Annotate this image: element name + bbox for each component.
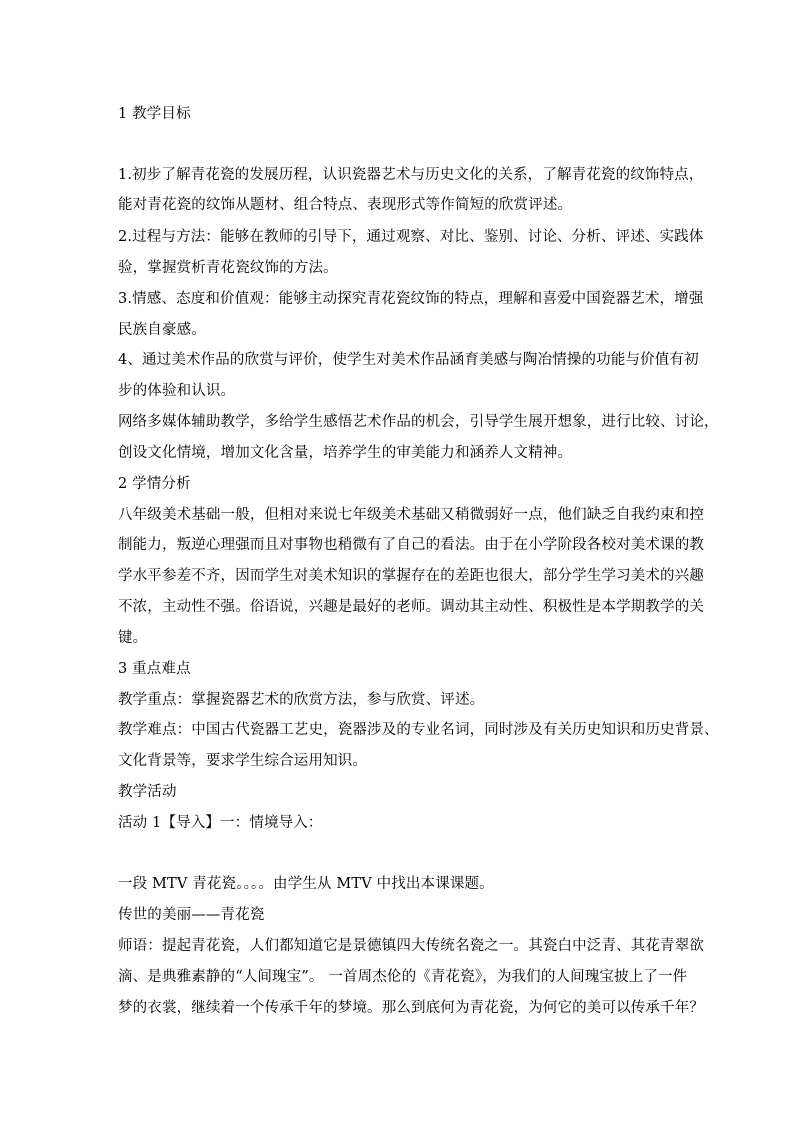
paragraph-line: 键。 [118, 630, 148, 646]
activity-title: 活动 1【导入】一：情境导入： [118, 815, 323, 831]
paragraph-line: 师语：提起青花瓷，人们都知道它是景德镇四大传统名瓷之一。其瓷白中泛青、其花青翠欲 [118, 938, 704, 954]
paragraph-line: 4、通过美术作品的欣赏与评价，使学生对美术作品涵育美感与陶冶情操的功能与价值有初 [118, 352, 699, 368]
paragraph-line: 梦的衣裳，继续着一个传承千年的梦境。那么到底何为青花瓷，为何它的美可以传承千年？ [118, 1000, 704, 1016]
paragraph-line: 民族自豪感。 [118, 322, 206, 338]
paragraph-line: 不浓，主动性不强。俗语说，兴趣是最好的老师。调动其主动性、积极性是本学期教学的关 [118, 599, 704, 615]
section-title: 传世的美丽——青花瓷 [118, 907, 265, 923]
paragraph-line: 2.过程与方法：能够在教师的引导下，通过观察、对比、鉴别、讨论、分析、评述、实践体 [118, 229, 704, 245]
paragraph-line: 验，掌握赏析青花瓷纹饰的方法。 [118, 260, 338, 276]
paragraph-line: 文化背景等，要求学生综合运用知识。 [118, 753, 368, 769]
paragraph-line: 能对青花瓷的纹饰从题材、组合特点、表现形式等作简短的欣赏评述。 [118, 197, 573, 213]
paragraph-line: 网络多媒体辅助教学，多给学生感悟艺术作品的机会，引导学生展开想象，进行比较、讨论， [118, 414, 719, 430]
heading-key-points: 3 重点难点 [118, 661, 191, 677]
paragraph-line: 八年级美术基础一般，但相对来说七年级美术基础又稍微弱好一点，他们缺乏自我约束和控 [118, 507, 704, 523]
heading-teaching-goals: 1 教学目标 [118, 106, 191, 122]
paragraph-line: 一段 MTV 青花瓷。。。。由学生从 MTV 中找出本课课题。 [118, 876, 494, 892]
paragraph-line: 3.情感、态度和价值观：能够主动探究青花瓷纹饰的特点，理解和喜爱中国瓷器艺术，增强 [118, 291, 704, 307]
heading-student-analysis: 2 学情分析 [118, 476, 191, 492]
paragraph-line: 学水平参差不齐，因而学生对美术知识的掌握存在的差距也很大，部分学生学习美术的兴趣 [118, 568, 704, 584]
paragraph-line: 教学重点：掌握瓷器艺术的欣赏方法，参与欣赏、评述。 [118, 692, 485, 708]
paragraph-line: 滴、是典雅素静的“人间瑰宝”。 一首周杰伦的《青花瓷》，为我们的人间瑰宝披上了一件 [118, 969, 688, 985]
paragraph-line: 教学难点：中国古代瓷器工艺史，瓷器涉及的专业名词，同时涉及有关历史知识和历史背景、 [118, 722, 719, 738]
paragraph-line: 制能力，叛逆心理强而且对事物也稍微有了自己的看法。由于在小学阶段各校对美术课的教 [118, 537, 704, 553]
paragraph-line: 步的体验和认识。 [118, 383, 236, 399]
paragraph-line: 1.初步了解青花瓷的发展历程，认识瓷器艺术与历史文化的关系，了解青花瓷的纹饰特点， [118, 167, 704, 183]
paragraph-line: 创设文化情境，增加文化含量，培养学生的审美能力和涵养人文精神。 [118, 445, 573, 461]
heading-teaching-activities: 教学活动 [118, 784, 177, 800]
